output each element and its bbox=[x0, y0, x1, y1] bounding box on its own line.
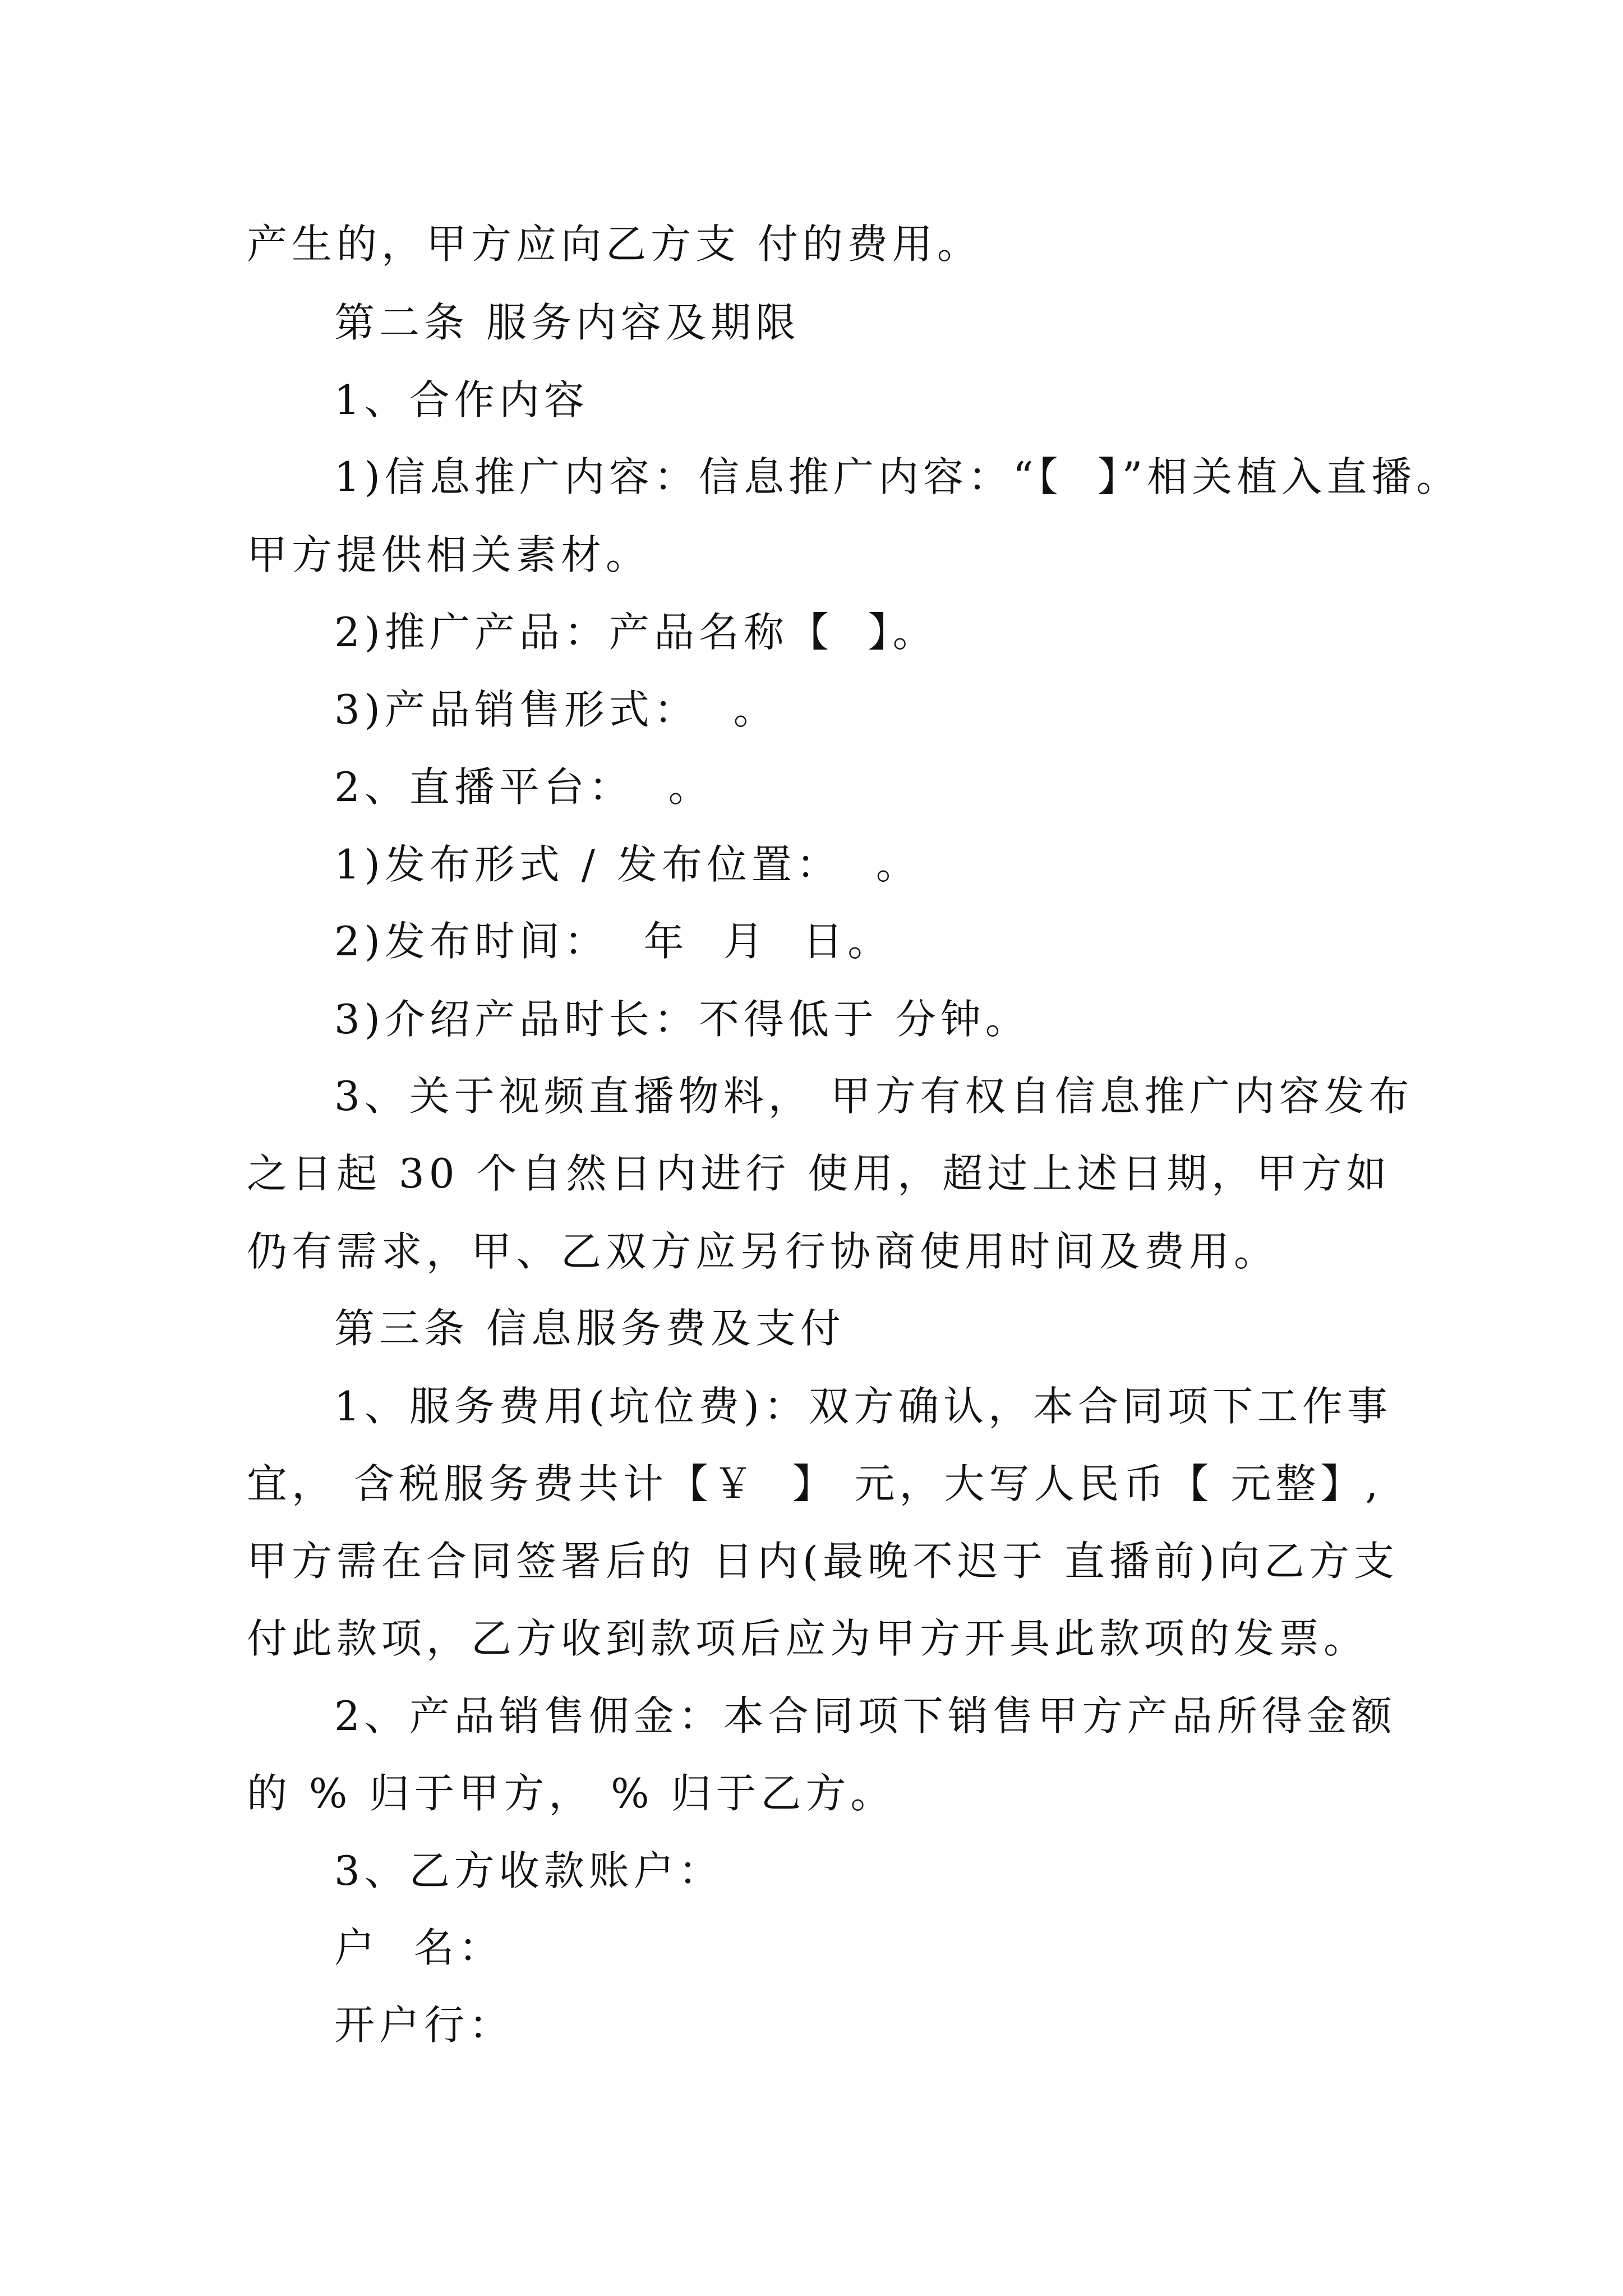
text-line-service-fee: 1、服务费用(坑位费)：双方确认，本合同项下工作事 bbox=[334, 1383, 1392, 1430]
text-line-sales-form: 3)产品销售形式： 。 bbox=[334, 686, 778, 733]
text-line-negotiation: 仍有需求，甲、乙双方应另行协商使用时间及费用。 bbox=[247, 1228, 1279, 1275]
text-line-video-materials: 3、关于视频直播物料， 甲方有权自信息推广内容发布 bbox=[334, 1073, 1414, 1120]
article-heading-2: 第二条 服务内容及期限 bbox=[334, 299, 800, 346]
text-line-product-duration: 3)介绍产品时长：不得低于 分钟。 bbox=[334, 996, 1030, 1043]
text-line-promotion-content: 1)信息推广内容：信息推广内容：“【 】”相关植入直播。 bbox=[334, 453, 1461, 500]
text-line-product-name: 2)推广产品：产品名称【 】。 bbox=[334, 609, 938, 656]
text-line-cooperation-content: 1、合作内容 bbox=[334, 376, 589, 424]
text-line-commission-split: 的 % 归于甲方， % 归于乙方。 bbox=[247, 1770, 896, 1817]
text-line-publish-time: 2)发布时间： 年 月 日。 bbox=[334, 918, 893, 965]
text-line-account-name: 户 名： bbox=[334, 1924, 504, 1971]
article-heading-3: 第三条 信息服务费及支付 bbox=[334, 1305, 845, 1352]
text-line-live-platform: 2、直播平台： 。 bbox=[334, 763, 713, 811]
text-line-usage-period: 之日起 30 个自然日内进行 使用，超过上述日期，甲方如 bbox=[247, 1150, 1391, 1197]
text-line-invoice: 付此款项，乙方收到款项后应为甲方开具此款项的发票。 bbox=[247, 1615, 1369, 1662]
text-line-payment-deadline: 甲方需在合同签署后的 日内(最晚不迟于 直播前)向乙方支 bbox=[247, 1538, 1399, 1585]
text-line-receiving-account: 3、乙方收款账户： bbox=[334, 1847, 723, 1894]
text-line-commission: 2、产品销售佣金：本合同项下销售甲方产品所得金额 bbox=[334, 1692, 1396, 1740]
text-line-bank: 开户行： bbox=[334, 2001, 514, 2049]
text-line-continuation: 产生的，甲方应向乙方支 付的费用。 bbox=[247, 220, 982, 268]
text-line-publish-form: 1)发布形式 / 发布位置： 。 bbox=[334, 841, 921, 888]
text-line-tax-fee: 宜， 含税服务费共计【￥ 】 元，大写人民币【 元整】, bbox=[247, 1460, 1383, 1507]
text-line-materials: 甲方提供相关素材。 bbox=[247, 531, 651, 578]
